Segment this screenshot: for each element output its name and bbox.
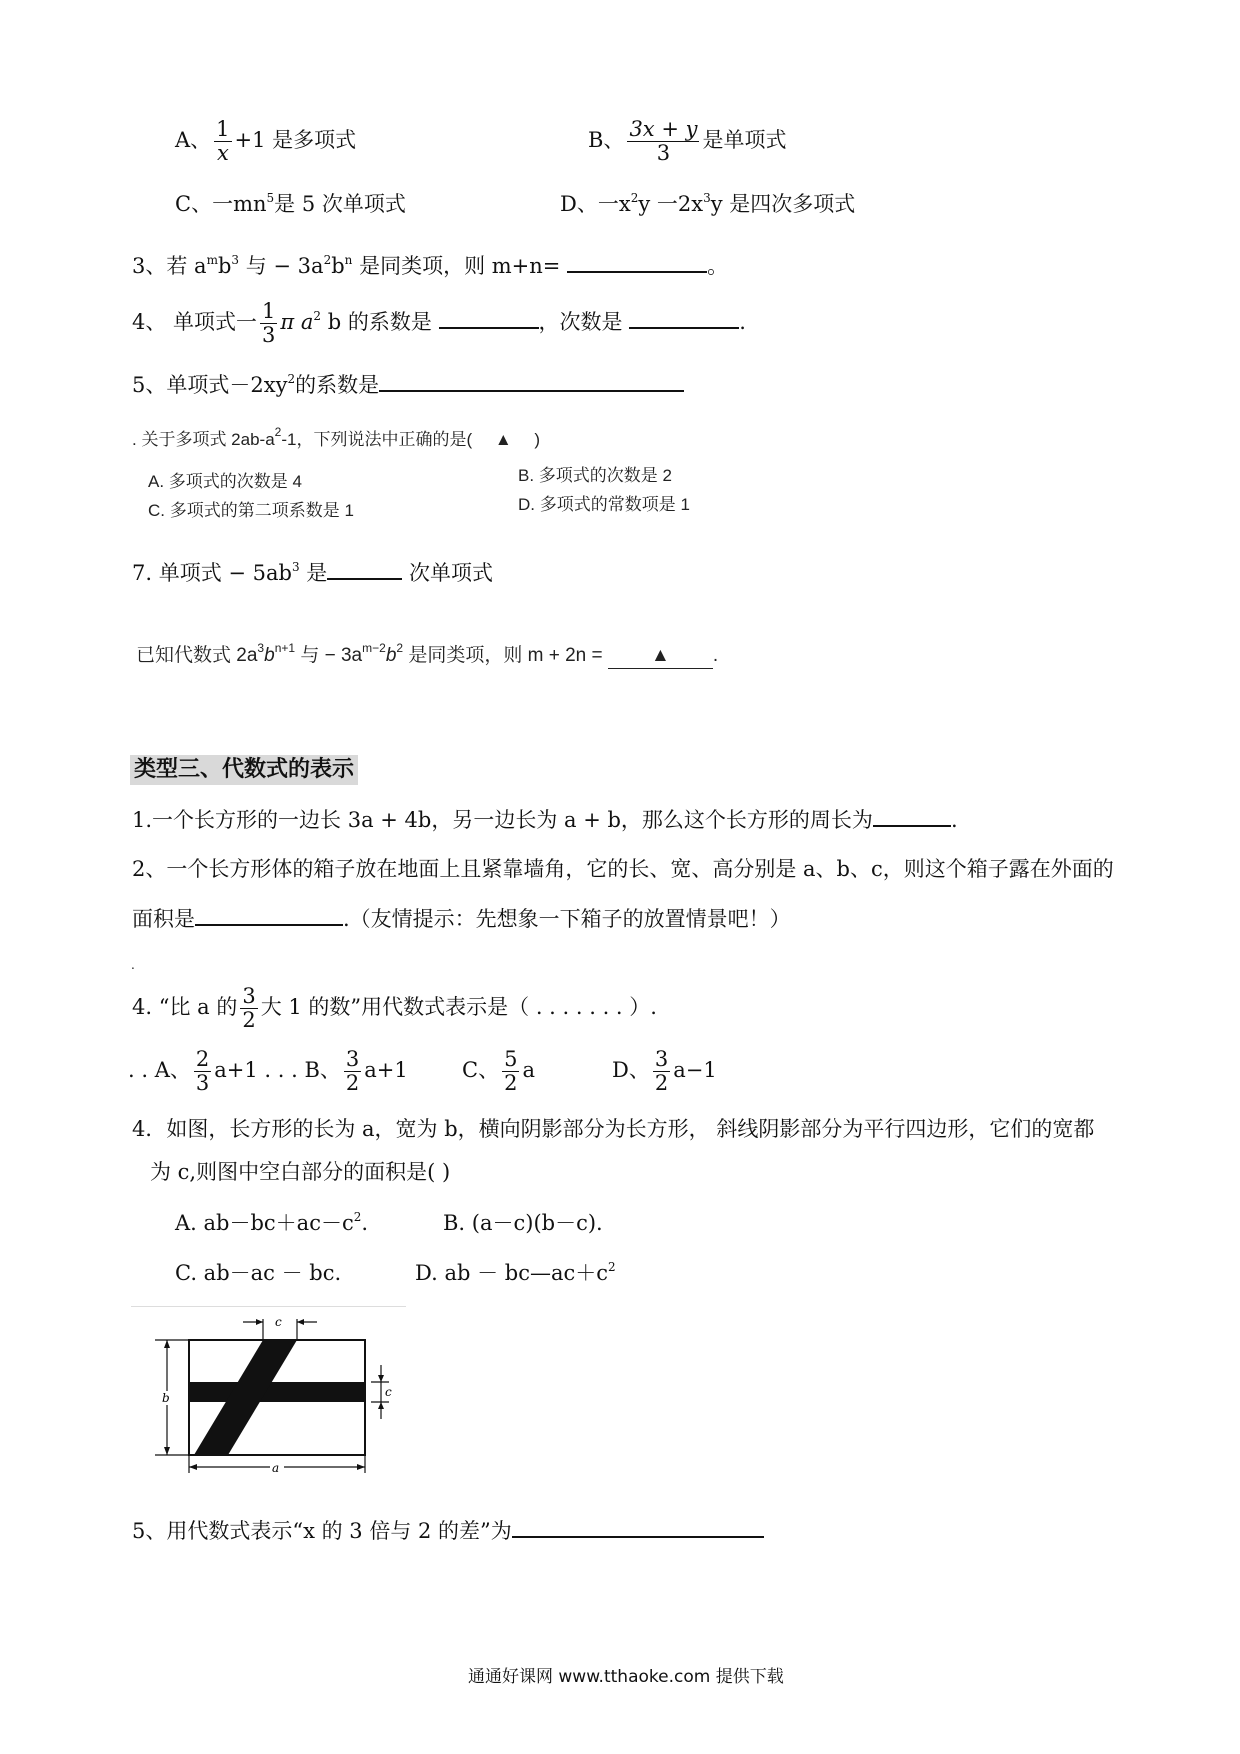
- arrow-head: [378, 1375, 384, 1382]
- superscript: 2: [287, 372, 296, 386]
- question-7: [132, 560, 493, 586]
- s3-question-2-line1: 2、一个长方形体的箱子放在地面上且紧靠墙角，它的长、宽、高分别是 a、b、c，则这个箱子露在外面的: [132, 857, 1114, 881]
- superscript: 5: [266, 191, 275, 205]
- q6-option-d: D. 多项式的常数项是 1: [518, 495, 690, 514]
- arrow-head: [297, 1319, 304, 1325]
- q6-text: -1，下列说法中正确的是(: [281, 430, 473, 449]
- denominator: x: [216, 141, 229, 166]
- option-text: a−1: [673, 1058, 717, 1083]
- question-3: [132, 253, 728, 279]
- answer-blank[interactable]: [195, 906, 343, 926]
- superscript: 3: [703, 191, 711, 205]
- q8-text: 已知代数式 2a: [136, 645, 258, 666]
- q4-end: .: [739, 310, 746, 335]
- option-text: D. ab － bc—ac＋c: [415, 1261, 608, 1285]
- fraction: [214, 118, 231, 165]
- s3q4b-option-b: B. (a－c)(b－c).: [443, 1211, 603, 1235]
- numerator: 3: [654, 1047, 669, 1071]
- stray-dot: .: [131, 958, 135, 972]
- q6-close: ): [534, 430, 541, 449]
- q4-text: b 的系数是: [321, 310, 432, 335]
- fraction: [344, 1048, 361, 1095]
- superscript: m: [206, 253, 218, 267]
- q8-end: .: [712, 645, 719, 666]
- s3q4b-option-d: [415, 1261, 616, 1286]
- question-6-stem: [132, 425, 541, 450]
- rectangle-figure: [131, 1306, 406, 1479]
- s3-question-4b-line1: 4．如图，长方形的长为 a，宽为 b，横向阴影部分为长方形， 斜线阴影部分为平行四边形，它们的宽都: [132, 1117, 1095, 1141]
- s3q4a-option-d: [612, 1048, 717, 1095]
- s3q2-text: .（友情提示：先想象一下箱子的放置情景吧！）: [343, 907, 791, 931]
- q5-text: 5、单项式－2xy: [132, 373, 288, 397]
- triangle-icon: ▲: [494, 430, 512, 449]
- q3-text: 与 − 3a: [239, 254, 324, 278]
- arrow-head: [357, 1464, 365, 1470]
- q8-text: 是同类项，则 m + 2n =: [403, 645, 603, 666]
- horizontal-band: [189, 1382, 365, 1402]
- option-text-tail: y 是四次多项式: [710, 192, 856, 216]
- option-label: . . A、: [128, 1058, 191, 1083]
- label-c-top: c: [275, 1315, 282, 1329]
- s3q2-text: 面积是: [132, 907, 195, 931]
- option-text: A. ab－bc＋ac－c: [175, 1211, 354, 1235]
- q7-text: 是: [299, 561, 328, 585]
- page-footer: 通通好课网 www.tthaoke.com 提供下载: [468, 1667, 784, 1687]
- numerator: 3x + y: [629, 117, 698, 141]
- s3q4a-options: [128, 1048, 408, 1095]
- superscript: 3: [291, 560, 300, 574]
- answer-blank[interactable]: [512, 1518, 764, 1538]
- option-label: . . . B、: [257, 1058, 341, 1083]
- superscript: m−2: [362, 641, 386, 655]
- superscript: 2: [630, 191, 639, 205]
- fraction: [627, 118, 699, 165]
- option-text: a+1: [364, 1058, 408, 1083]
- s3q1-end: .: [950, 808, 958, 832]
- denominator: 3: [262, 323, 276, 348]
- s3q4b-option-c: C. ab－ac － bc.: [175, 1261, 342, 1285]
- triangle-icon: ▲: [651, 645, 670, 666]
- option-text: 是单项式: [702, 128, 787, 153]
- question-5: [132, 372, 684, 398]
- superscript: 2: [274, 425, 282, 439]
- q8-text: b: [264, 645, 275, 666]
- numerator: 3: [242, 984, 256, 1008]
- label-a: a: [272, 1461, 280, 1475]
- numerator: 1: [262, 299, 276, 323]
- q6-text: . 关于多项式 2ab-a: [132, 430, 275, 449]
- q8-text: 与 − 3a: [295, 645, 363, 666]
- option-text: a: [522, 1058, 535, 1083]
- option-text: a+1: [214, 1058, 258, 1083]
- q3-text: b: [331, 254, 345, 278]
- denominator: 2: [345, 1071, 360, 1096]
- arrow-head: [164, 1447, 170, 1455]
- s3-question-4a: [132, 985, 657, 1032]
- answer-blank[interactable]: [379, 372, 684, 392]
- option-label: A、: [175, 128, 212, 153]
- q7-text: 次单项式: [402, 561, 493, 585]
- fraction: [194, 1048, 211, 1095]
- denominator: 2: [654, 1071, 669, 1096]
- superscript: n: [344, 253, 353, 267]
- denominator: 3: [656, 141, 671, 166]
- label-c-right: c: [385, 1385, 392, 1399]
- option-text-tail: 是 5 次单项式: [274, 192, 406, 216]
- option-text: +1 是多项式: [234, 128, 357, 153]
- fraction: [240, 985, 257, 1032]
- numerator: 3: [345, 1047, 360, 1071]
- superscript: 2: [608, 1260, 616, 1274]
- arrow-head: [256, 1319, 263, 1325]
- q3-text: 是同类项，则 m+n=: [352, 254, 561, 278]
- fraction: [653, 1048, 670, 1095]
- s3q5-text: 5、用代数式表示“x 的 3 倍与 2 的差”为: [132, 1519, 512, 1543]
- arrow-head: [378, 1402, 384, 1409]
- option-label: D、: [612, 1058, 650, 1083]
- option-text-mid: y 一2x: [638, 192, 704, 216]
- arrow-head: [189, 1464, 197, 1470]
- rectangle-diagram: [131, 1307, 406, 1479]
- q6-option-a: A. 多项式的次数是 4: [148, 472, 302, 491]
- s3q4a-option-c: [462, 1048, 535, 1095]
- superscript: n+1: [274, 641, 296, 655]
- option-c: [175, 192, 406, 217]
- answer-blank[interactable]: [439, 309, 539, 329]
- q8-text: b: [385, 645, 397, 666]
- numerator: 5: [504, 1047, 518, 1071]
- section-heading: 类型三、代数式的表示: [130, 755, 358, 785]
- arrow-head: [164, 1340, 170, 1348]
- question-4: [132, 300, 746, 347]
- s3q4a-text: 4. “比 a 的: [132, 995, 238, 1020]
- numerator: 2: [195, 1047, 210, 1071]
- label-b: b: [162, 1391, 170, 1405]
- denominator: 2: [242, 1008, 256, 1033]
- superscript: 2: [313, 309, 322, 324]
- q3-text: 3、若 a: [132, 254, 207, 278]
- q7-text: 7. 单项式 − 5ab: [132, 561, 292, 585]
- s3-question-4b-line2: 为 c,则图中空白部分的面积是( ): [150, 1160, 451, 1184]
- q5-text: 的系数是: [295, 373, 380, 397]
- option-d: [560, 192, 855, 217]
- q3-text: b: [217, 254, 232, 278]
- q3-end: 。: [707, 254, 729, 278]
- numerator: 1: [216, 117, 230, 141]
- q4-text: ，次数是: [538, 310, 623, 335]
- q4-text: 4、 单项式一: [132, 310, 258, 335]
- answer-blank[interactable]: [567, 253, 707, 273]
- q6-option-c: C. 多项式的第二项系数是 1: [148, 501, 354, 520]
- denominator: 3: [195, 1071, 210, 1096]
- option-end: .: [361, 1211, 369, 1235]
- option-a: [175, 118, 356, 165]
- option-label: B、: [588, 128, 625, 153]
- option-text: D、一x: [560, 192, 631, 216]
- superscript: 2: [353, 1210, 362, 1224]
- answer-blank[interactable]: [327, 560, 402, 580]
- s3-question-2-line2: [132, 906, 791, 932]
- superscript: 3: [257, 641, 265, 655]
- s3q4b-option-a: [175, 1211, 368, 1236]
- denominator: 2: [504, 1071, 518, 1096]
- question-8: [136, 641, 719, 669]
- option-text: C、一mn: [175, 192, 267, 216]
- s3-question-1: [132, 807, 958, 833]
- superscript: 2: [323, 253, 332, 267]
- superscript: 3: [231, 253, 240, 267]
- superscript: 2: [396, 641, 404, 655]
- answer-blank[interactable]: [873, 807, 951, 827]
- fraction: [502, 1048, 519, 1095]
- q4-text: π a: [280, 310, 314, 335]
- q6-option-b: B. 多项式的次数是 2: [518, 466, 672, 485]
- fraction: [260, 300, 277, 347]
- answer-blank[interactable]: [608, 645, 713, 669]
- option-b: [588, 118, 786, 165]
- s3-question-5: [132, 1518, 764, 1544]
- option-label: C、: [462, 1058, 500, 1083]
- s3q1-text: 1.一个长方形的一边长 3a + 4b，另一边长为 a + b，那么这个长方形的周长为: [132, 808, 873, 832]
- answer-blank[interactable]: [629, 309, 739, 329]
- s3q4a-text: 大 1 的数”用代数式表示是（ . . . . . . . ）.: [260, 995, 657, 1020]
